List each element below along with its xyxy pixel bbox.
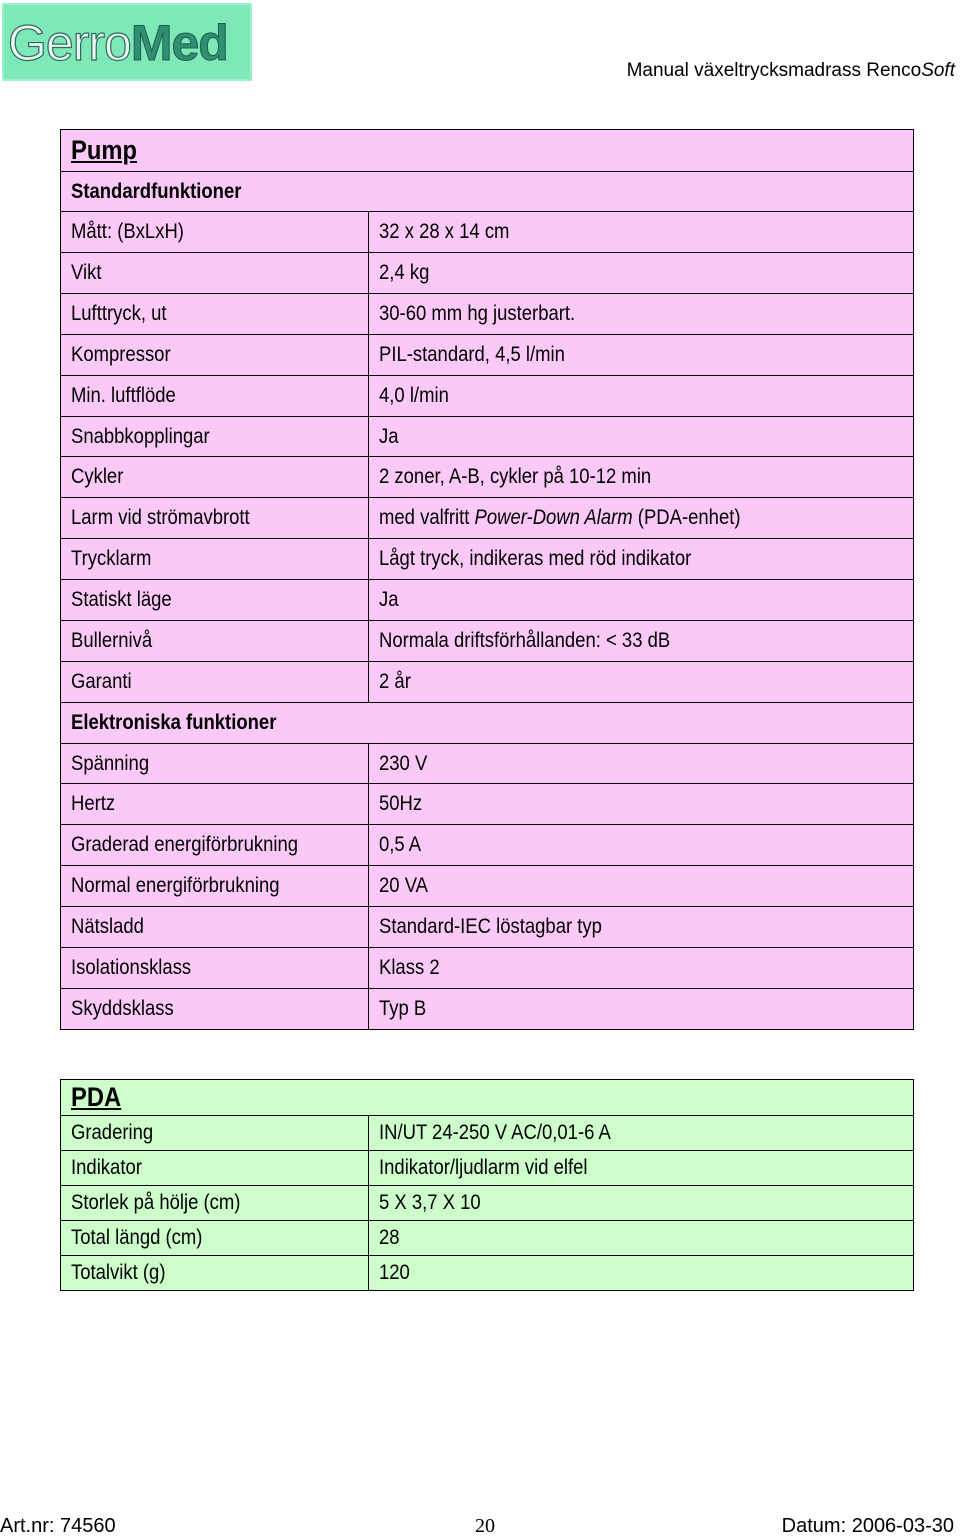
row-value: 2 zoner, A-B, cykler på 10-12 min [379,465,652,488]
footer-art-nr: Art.nr: 74560 [0,1515,116,1537]
row-value: 50Hz [379,792,423,815]
value-cell [369,539,914,580]
row-label: Kompressor [71,343,171,366]
table-row [61,784,914,825]
row-value-italic: Power-Down Alarm [474,506,633,529]
label-cell [61,1221,369,1256]
section-cell [61,172,914,212]
value-cell [369,1221,914,1256]
label-cell [61,621,369,662]
row-value: 20 VA [379,874,428,897]
row-value: Indikator/ljudlarm vid elfel [379,1156,588,1179]
label-cell [61,212,369,253]
value-cell [369,294,914,335]
table-row [61,294,914,335]
row-label: Spänning [71,751,150,775]
value-cell [369,1256,914,1291]
row-value: 30-60 mm hg justerbart. [379,302,576,325]
table-row [61,253,914,294]
row-label: Storlek på hölje (cm) [71,1191,241,1214]
section-row [61,703,914,744]
row-label: Trycklarm [71,547,152,570]
pda-title: PDA [71,1082,122,1112]
row-label: Mått: (BxLxH) [71,220,184,243]
label-cell [61,417,369,457]
row-value: 230 V [379,751,428,775]
pda-title-cell [61,1080,914,1116]
row-value: 4,0 l/min [379,384,449,407]
table-row [61,907,914,948]
value-cell [369,1151,914,1186]
value-cell [369,744,914,784]
value-cell [369,784,914,825]
label-cell [61,539,369,580]
section-row [61,172,914,212]
logo-text-part2: Med [130,15,228,71]
label-cell [61,580,369,621]
table-row [61,580,914,621]
row-label: Nätsladd [71,915,144,938]
value-cell [369,253,914,294]
row-label: Bullernivå [71,629,153,652]
row-label: Snabbkopplingar [71,424,210,448]
row-label: Cykler [71,465,124,488]
footer-date: Datum: 2006-03-30 [781,1515,954,1537]
section-heading-electronic: Elektroniska funktioner [71,711,277,734]
table-row [61,825,914,866]
value-cell [369,866,914,907]
value-cell [369,825,914,866]
label-cell [61,825,369,866]
table-row [61,744,914,784]
table-row [61,948,914,989]
row-label: Indikator [71,1156,142,1179]
table-row [61,376,914,417]
row-value: Normala driftsförhållanden: < 33 dB [379,629,671,652]
row-label: Graderad energiförbrukning [71,833,299,856]
section-cell [61,703,914,744]
footer-page-number: 20 [475,1515,495,1537]
pda-title-row [61,1080,914,1116]
row-label: Normal energiförbrukning [71,874,280,897]
row-value: IN/UT 24-250 V AC/0,01-6 A [379,1121,611,1144]
table-row [61,335,914,376]
label-cell [61,1186,369,1221]
value-cell [369,948,914,989]
row-value: 120 [379,1261,410,1284]
row-value [379,506,741,530]
table-row [61,621,914,662]
label-cell [61,1151,369,1186]
row-value: 32 x 28 x 14 cm [379,220,510,243]
pump-title-cell [61,130,914,172]
document-title-prefix: Manual växeltrycksmadrass Renco [626,60,922,81]
value-cell [369,580,914,621]
row-value-suffix: (PDA-enhet) [632,506,741,529]
table-row [61,457,914,498]
row-label: Statiskt läge [71,588,172,611]
row-label: Hertz [71,792,116,815]
row-value: 2,4 kg [379,261,430,284]
row-value: Klass 2 [379,956,440,979]
table-row [61,989,914,1030]
row-label: Min. luftflöde [71,384,176,407]
row-value: 5 X 3,7 X 10 [379,1191,481,1214]
label-cell [61,335,369,376]
label-cell [61,498,369,539]
document-title-italic: Soft [921,60,955,81]
row-value: Ja [379,424,399,448]
value-cell [369,1186,914,1221]
label-cell [61,253,369,294]
pump-title-row [61,130,914,172]
label-cell [61,1116,369,1151]
pump-spec-table [60,129,914,1030]
value-cell [369,498,914,539]
row-value: PIL-standard, 4,5 l/min [379,343,565,366]
label-cell [61,784,369,825]
row-value: Ja [379,588,399,611]
row-value-prefix: med valfritt [379,506,475,529]
label-cell [61,866,369,907]
table-row [61,1221,914,1256]
value-cell [369,212,914,253]
row-label: Garanti [71,670,132,693]
pump-title: Pump [71,135,138,165]
row-label: Gradering [71,1121,154,1144]
value-cell [369,417,914,457]
row-value: Typ B [379,997,427,1020]
label-cell [61,376,369,417]
value-cell [369,376,914,417]
row-label: Skyddsklass [71,997,174,1020]
row-value: 2 år [379,670,411,693]
table-row [61,498,914,539]
label-cell [61,907,369,948]
row-label: Vikt [71,261,102,284]
document-title [627,60,955,82]
table-row [61,539,914,580]
table-row [61,1186,914,1221]
row-value: Standard-IEC löstagbar typ [379,915,602,938]
value-cell [369,621,914,662]
label-cell [61,457,369,498]
table-row [61,1151,914,1186]
row-value: 28 [379,1226,400,1249]
gerromed-logo [2,3,252,81]
table-row [61,662,914,703]
value-cell [369,989,914,1030]
value-cell [369,457,914,498]
label-cell [61,294,369,335]
table-row [61,866,914,907]
row-label: Totalvikt (g) [71,1261,166,1284]
pda-spec-table [60,1079,914,1291]
value-cell [369,907,914,948]
table-row [61,1256,914,1291]
value-cell [369,1116,914,1151]
row-label: Isolationsklass [71,956,192,979]
label-cell [61,744,369,784]
value-cell [369,662,914,703]
value-cell [369,335,914,376]
table-row [61,1116,914,1151]
label-cell [61,1256,369,1291]
table-row [61,417,914,457]
label-cell [61,662,369,703]
label-cell [61,948,369,989]
row-label: Larm vid strömavbrott [71,506,250,529]
logo-text-part1: Gerro [8,15,131,71]
row-value: Lågt tryck, indikeras med röd indikator [379,547,692,570]
section-heading-standard: Standardfunktioner [71,179,242,203]
row-value: 0,5 A [379,833,422,856]
label-cell [61,989,369,1030]
row-label: Total längd (cm) [71,1226,203,1249]
table-row [61,212,914,253]
logo-text [8,15,228,71]
row-label: Lufttryck, ut [71,302,167,325]
